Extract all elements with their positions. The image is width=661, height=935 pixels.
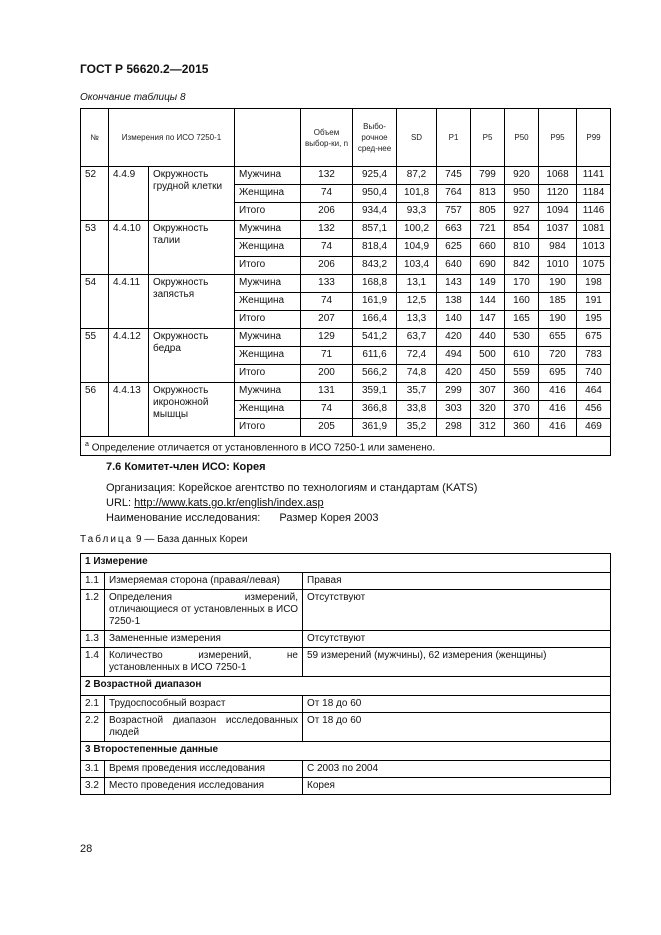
mean-cell: 925,4 (353, 167, 397, 185)
document-header: ГОСТ Р 56620.2—2015 (80, 62, 209, 76)
measure-code: 4.4.13 (109, 383, 149, 437)
header-p99: P99 (577, 109, 611, 167)
p1-cell: 625 (437, 239, 471, 257)
p95-cell: 1094 (539, 203, 577, 221)
mean-cell: 934,4 (353, 203, 397, 221)
p1-cell: 420 (437, 365, 471, 383)
row-value: Правая (303, 573, 611, 590)
header-p50: P50 (505, 109, 539, 167)
section-title: 7.6 Комитет-член ИСО: Корея (106, 461, 266, 473)
header-p1: P1 (437, 109, 471, 167)
study-label: Наименование исследования: (106, 512, 261, 524)
org-value: Корейское агентство по технологиям и стандартам (KATS) (178, 482, 478, 494)
table-row (81, 778, 611, 795)
header-no: № (81, 109, 109, 167)
sex-cell: Итого (235, 419, 301, 437)
table9-caption (80, 534, 248, 545)
sd-cell: 103,4 (397, 257, 437, 275)
row-label: Возрастной диапазон исследованных людей (105, 713, 303, 742)
row-label: Измеряемая сторона (правая/левая) (105, 573, 303, 590)
mean-cell: 818,4 (353, 239, 397, 257)
n-cell: 207 (301, 311, 353, 329)
page-number: 28 (80, 843, 93, 855)
sex-cell: Мужчина (235, 221, 301, 239)
row-label: Трудоспособный возраст (105, 696, 303, 713)
sd-cell: 74,8 (397, 365, 437, 383)
p1-cell: 745 (437, 167, 471, 185)
p50-cell: 927 (505, 203, 539, 221)
p50-cell: 370 (505, 401, 539, 419)
section-row (81, 677, 611, 696)
p5-cell: 320 (471, 401, 505, 419)
p1-cell: 757 (437, 203, 471, 221)
row-index: 2.2 (81, 713, 105, 742)
p95-cell: 185 (539, 293, 577, 311)
section-heading: 2 Возрастной диапазон (81, 677, 611, 696)
n-cell: 131 (301, 383, 353, 401)
p95-cell: 416 (539, 401, 577, 419)
sex-cell: Итого (235, 203, 301, 221)
sex-cell: Мужчина (235, 383, 301, 401)
p1-cell: 138 (437, 293, 471, 311)
table9-caption-number: 9 (136, 534, 142, 545)
footnote-text: Определение отличается от установленного в ИСО 7250-1 или заменено. (91, 442, 436, 454)
table9-caption-rest: — База данных Кореи (144, 534, 248, 545)
header-p5: P5 (471, 109, 505, 167)
sex-cell: Мужчина (235, 275, 301, 293)
row-value: Корея (303, 778, 611, 795)
sd-cell: 35,2 (397, 419, 437, 437)
p99-cell: 464 (577, 383, 611, 401)
section-row (81, 742, 611, 761)
p50-cell: 950 (505, 185, 539, 203)
p50-cell: 920 (505, 167, 539, 185)
p1-cell: 140 (437, 311, 471, 329)
n-cell: 132 (301, 167, 353, 185)
n-cell: 206 (301, 257, 353, 275)
p99-cell: 195 (577, 311, 611, 329)
section-heading: 1 Измерение (81, 554, 611, 573)
table-row (81, 590, 611, 631)
footnote-mark: a (85, 441, 89, 448)
p5-cell: 144 (471, 293, 505, 311)
row-value: Отсутствуют (303, 631, 611, 648)
p95-cell: 416 (539, 419, 577, 437)
measure-code: 4.4.9 (109, 167, 149, 221)
measure-name: Окружность талии (149, 221, 235, 275)
row-label: Количество измерений, не установленных в ИСО 7250-1 (105, 648, 303, 677)
n-cell: 129 (301, 329, 353, 347)
sex-cell: Женщина (235, 185, 301, 203)
sd-cell: 87,2 (397, 167, 437, 185)
row-value: С 2003 по 2004 (303, 761, 611, 778)
header-mean: Выбо-рочное сред-нее (353, 109, 397, 167)
table-row (81, 167, 611, 185)
sd-cell: 12,5 (397, 293, 437, 311)
sex-cell: Женщина (235, 239, 301, 257)
p1-cell: 143 (437, 275, 471, 293)
p5-cell: 690 (471, 257, 505, 275)
measure-code: 4.4.11 (109, 275, 149, 329)
n-cell: 200 (301, 365, 353, 383)
measure-code: 4.4.10 (109, 221, 149, 275)
p95-cell: 1120 (539, 185, 577, 203)
n-cell: 206 (301, 203, 353, 221)
row-label: Определения измерений, отличающиеся от установленных в ИСО 7250-1 (105, 590, 303, 631)
table-row (81, 696, 611, 713)
sd-cell: 35,7 (397, 383, 437, 401)
measure-name: Окружность икроножной мышцы (149, 383, 235, 437)
section-heading: 3 Второстепенные данные (81, 742, 611, 761)
p1-cell: 494 (437, 347, 471, 365)
mean-cell: 950,4 (353, 185, 397, 203)
row-index: 1.1 (81, 573, 105, 590)
organization-line (106, 482, 477, 494)
table8 (80, 108, 611, 456)
measure-name: Окружность грудной клетки (149, 167, 235, 221)
row-label: Замененные измерения (105, 631, 303, 648)
table9 (80, 553, 611, 795)
p1-cell: 298 (437, 419, 471, 437)
row-index: 1.4 (81, 648, 105, 677)
p5-cell: 450 (471, 365, 505, 383)
p5-cell: 307 (471, 383, 505, 401)
p5-cell: 805 (471, 203, 505, 221)
url-link[interactable]: http://www.kats.go.kr/english/index.asp (134, 497, 324, 509)
p50-cell: 360 (505, 383, 539, 401)
sd-cell: 100,2 (397, 221, 437, 239)
sd-cell: 72,4 (397, 347, 437, 365)
table-row (81, 713, 611, 742)
url-label: URL: (106, 497, 132, 509)
p95-cell: 695 (539, 365, 577, 383)
p5-cell: 312 (471, 419, 505, 437)
sex-cell: Женщина (235, 347, 301, 365)
p99-cell: 1141 (577, 167, 611, 185)
p5-cell: 440 (471, 329, 505, 347)
p99-cell: 198 (577, 275, 611, 293)
table8-footnote (81, 437, 611, 456)
p1-cell: 663 (437, 221, 471, 239)
row-number: 56 (81, 383, 109, 437)
p50-cell: 559 (505, 365, 539, 383)
mean-cell: 161,9 (353, 293, 397, 311)
p95-cell: 1010 (539, 257, 577, 275)
header-volume: Объем выбор-ки, n (301, 109, 353, 167)
table-row (81, 631, 611, 648)
sd-cell: 63,7 (397, 329, 437, 347)
row-number: 54 (81, 275, 109, 329)
table8-caption: Окончание таблицы 8 (80, 92, 186, 103)
p50-cell: 360 (505, 419, 539, 437)
sd-cell: 101,8 (397, 185, 437, 203)
p1-cell: 640 (437, 257, 471, 275)
p50-cell: 810 (505, 239, 539, 257)
p50-cell: 842 (505, 257, 539, 275)
mean-cell: 361,9 (353, 419, 397, 437)
sd-cell: 93,3 (397, 203, 437, 221)
measure-name: Окружность запястья (149, 275, 235, 329)
sd-cell: 33,8 (397, 401, 437, 419)
sd-cell: 13,1 (397, 275, 437, 293)
p1-cell: 299 (437, 383, 471, 401)
p1-cell: 764 (437, 185, 471, 203)
p5-cell: 500 (471, 347, 505, 365)
url-line (106, 497, 324, 509)
row-number: 52 (81, 167, 109, 221)
row-label: Время проведения исследования (105, 761, 303, 778)
p95-cell: 1037 (539, 221, 577, 239)
mean-cell: 359,1 (353, 383, 397, 401)
p99-cell: 675 (577, 329, 611, 347)
row-value: Отсутствуют (303, 590, 611, 631)
row-index: 1.2 (81, 590, 105, 631)
mean-cell: 366,8 (353, 401, 397, 419)
mean-cell: 566,2 (353, 365, 397, 383)
measure-name: Окружность бедра (149, 329, 235, 383)
sex-cell: Женщина (235, 293, 301, 311)
p99-cell: 1184 (577, 185, 611, 203)
mean-cell: 611,6 (353, 347, 397, 365)
row-number: 53 (81, 221, 109, 275)
row-value: 59 измерений (мужчины), 62 измерения (женщины) (303, 648, 611, 677)
p95-cell: 655 (539, 329, 577, 347)
measure-code: 4.4.12 (109, 329, 149, 383)
p5-cell: 147 (471, 311, 505, 329)
row-value: От 18 до 60 (303, 713, 611, 742)
table-row (81, 329, 611, 347)
table-row (81, 648, 611, 677)
row-label: Место проведения исследования (105, 778, 303, 795)
p95-cell: 720 (539, 347, 577, 365)
p99-cell: 191 (577, 293, 611, 311)
n-cell: 74 (301, 401, 353, 419)
p99-cell: 1075 (577, 257, 611, 275)
mean-cell: 168,8 (353, 275, 397, 293)
header-sex (235, 109, 301, 167)
p50-cell: 610 (505, 347, 539, 365)
row-value: От 18 до 60 (303, 696, 611, 713)
row-index: 2.1 (81, 696, 105, 713)
mean-cell: 166,4 (353, 311, 397, 329)
n-cell: 74 (301, 185, 353, 203)
sex-cell: Женщина (235, 401, 301, 419)
study-value: Размер Корея 2003 (279, 512, 379, 524)
header-p95: P95 (539, 109, 577, 167)
p99-cell: 1013 (577, 239, 611, 257)
p50-cell: 160 (505, 293, 539, 311)
sd-cell: 104,9 (397, 239, 437, 257)
p99-cell: 740 (577, 365, 611, 383)
row-index: 1.3 (81, 631, 105, 648)
p99-cell: 783 (577, 347, 611, 365)
header-measure: Измерения по ИСО 7250-1 (109, 109, 235, 167)
p50-cell: 165 (505, 311, 539, 329)
table-row (81, 761, 611, 778)
table-row (81, 275, 611, 293)
p5-cell: 660 (471, 239, 505, 257)
table-row (81, 573, 611, 590)
p5-cell: 149 (471, 275, 505, 293)
row-index: 3.2 (81, 778, 105, 795)
p99-cell: 469 (577, 419, 611, 437)
p1-cell: 420 (437, 329, 471, 347)
n-cell: 74 (301, 293, 353, 311)
p50-cell: 854 (505, 221, 539, 239)
sex-cell: Мужчина (235, 167, 301, 185)
org-label: Организация: (106, 482, 176, 494)
p95-cell: 1068 (539, 167, 577, 185)
p99-cell: 456 (577, 401, 611, 419)
row-number: 55 (81, 329, 109, 383)
sex-cell: Итого (235, 257, 301, 275)
p95-cell: 190 (539, 311, 577, 329)
table9-caption-prefix: Таблица (80, 534, 134, 545)
p1-cell: 303 (437, 401, 471, 419)
p5-cell: 799 (471, 167, 505, 185)
n-cell: 74 (301, 239, 353, 257)
p50-cell: 170 (505, 275, 539, 293)
header-sd: SD (397, 109, 437, 167)
p95-cell: 984 (539, 239, 577, 257)
n-cell: 71 (301, 347, 353, 365)
p99-cell: 1146 (577, 203, 611, 221)
sd-cell: 13,3 (397, 311, 437, 329)
p50-cell: 530 (505, 329, 539, 347)
p5-cell: 813 (471, 185, 505, 203)
mean-cell: 541,2 (353, 329, 397, 347)
n-cell: 205 (301, 419, 353, 437)
sex-cell: Мужчина (235, 329, 301, 347)
study-line (106, 512, 379, 524)
mean-cell: 843,2 (353, 257, 397, 275)
table-row (81, 221, 611, 239)
p95-cell: 416 (539, 383, 577, 401)
sex-cell: Итого (235, 311, 301, 329)
n-cell: 132 (301, 221, 353, 239)
p95-cell: 190 (539, 275, 577, 293)
row-index: 3.1 (81, 761, 105, 778)
n-cell: 133 (301, 275, 353, 293)
table-row (81, 383, 611, 401)
sex-cell: Итого (235, 365, 301, 383)
mean-cell: 857,1 (353, 221, 397, 239)
p5-cell: 721 (471, 221, 505, 239)
section-row (81, 554, 611, 573)
p99-cell: 1081 (577, 221, 611, 239)
